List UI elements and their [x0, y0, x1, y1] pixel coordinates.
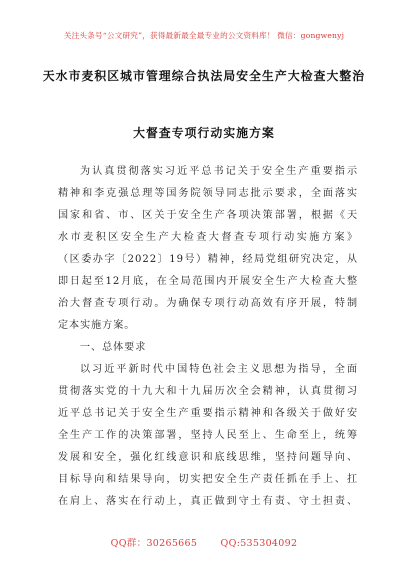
- intro-line: 定本实施方案。: [58, 320, 136, 331]
- section1-line: 在肩上、落实在行动上，真正做到守土有责、守土担责、: [58, 496, 358, 507]
- footer-qq-number: QQ:535304092: [220, 538, 298, 549]
- section-heading-general-requirements: 一、总体要求: [80, 342, 147, 353]
- intro-line: （区委办字〔2022〕19号）精神，经局党组研究决定，从: [58, 254, 358, 265]
- document-body: [58, 161, 358, 513]
- intro-line: 国家和省、市、区关于安全生产各项决策部署，根据《天: [58, 210, 358, 221]
- section1-line: 近平总书记关于安全生产重要指示精神和各级关于做好安: [58, 408, 358, 419]
- intro-line: 水市麦积区安全生产大检查大督查专项行动实施方案》: [58, 232, 358, 243]
- document-title-line-1: 天水市麦积区城市管理综合执法局安全生产大检查大整治: [42, 69, 366, 83]
- section1-line: 目标导向和结果导向，切实把安全生产责任抓在手上、扛: [58, 474, 358, 485]
- intro-line: 即日起至12月底，在全局范围内开展安全生产大检查大整: [58, 276, 358, 287]
- intro-line: 为认真贯彻落实习近平总书记关于安全生产重要指示: [80, 166, 358, 177]
- footer-contact: [0, 535, 408, 549]
- promo-header-note: 关注头条号“公文研究”，获得最新最全最专业的公文资料库！ 微信：gongwenyj: [63, 31, 345, 40]
- section1-line: 全生产工作的决策部署，坚持人民至上、生命至上，统筹: [58, 430, 358, 441]
- section1-line: 以习近平新时代中国特色社会主义思想为指导，全面: [80, 364, 358, 375]
- intro-line: 治大督查专项行动。为确保专项行动高效有序开展，特制: [58, 298, 358, 309]
- section1-line: 发展和安全，强化红线意识和底线思维，坚持问题导向、: [58, 452, 358, 463]
- document-title-line-2: 大督查专项行动实施方案: [133, 126, 275, 140]
- footer-qq-group: QQ群：30265665: [110, 538, 198, 549]
- section1-line: 贯彻落实党的十九大和十九届历次全会精神，认真贯彻习: [58, 386, 358, 397]
- intro-line: 精神和李克强总理等国务院领导同志批示要求，全面落实: [58, 188, 358, 199]
